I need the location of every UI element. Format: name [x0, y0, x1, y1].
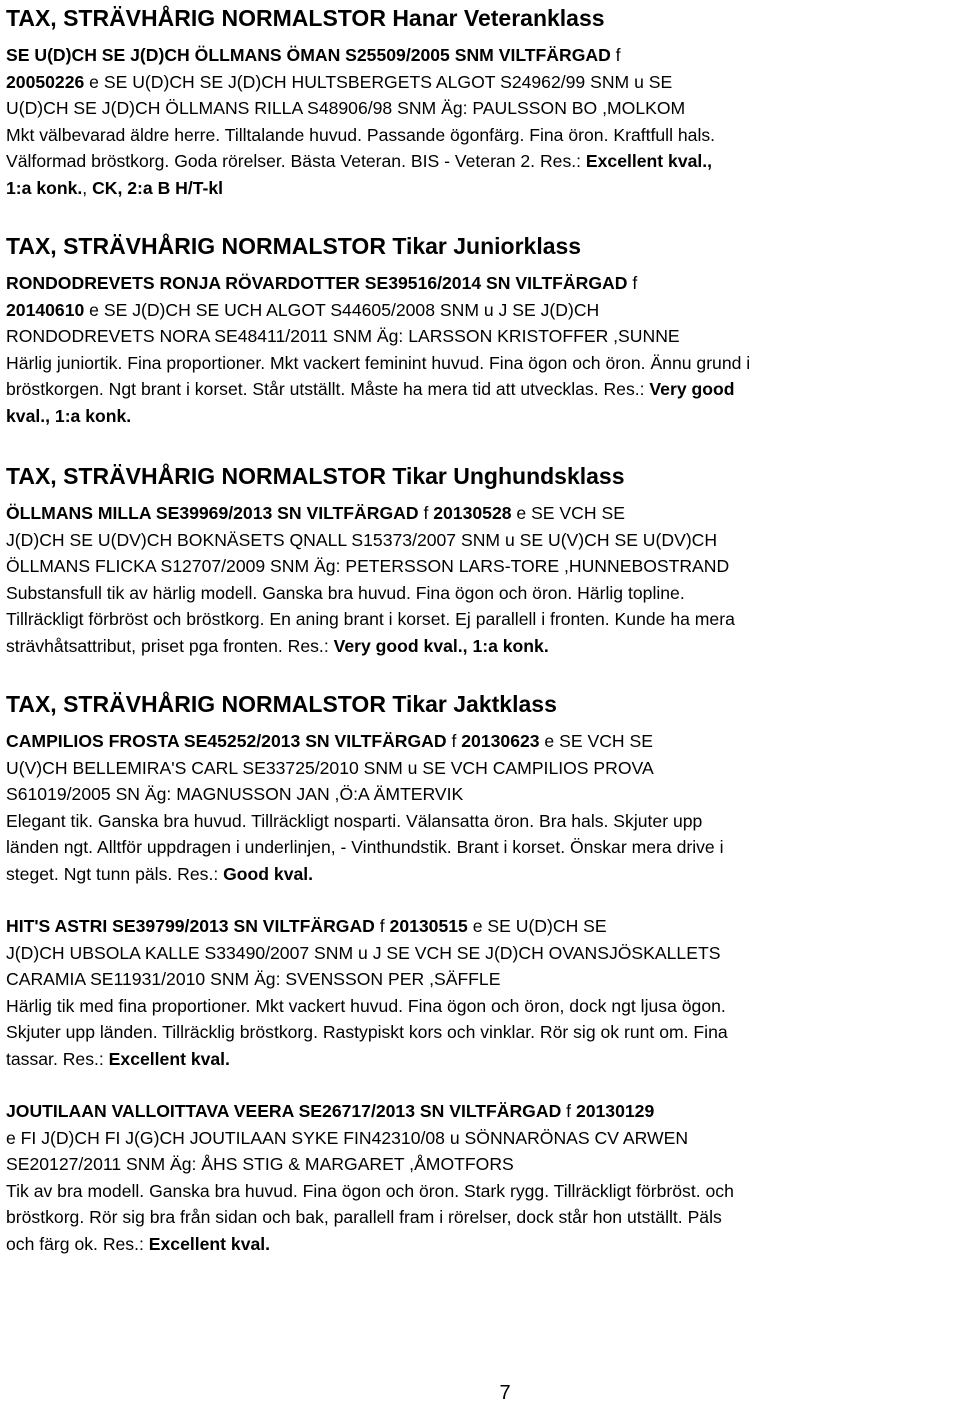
- text: länden ngt. Alltför uppdragen i underlinjen, - Vinthundstik. Brant i korset. Önskar mera drive i: [6, 837, 724, 857]
- text: RONDODREVETS NORA SE48411/2011 SNM Äg: LARSSON KRISTOFFER ,SUNNE: [6, 326, 680, 346]
- bold-text: 20130129: [575, 1101, 655, 1121]
- entry-line: [6, 553, 956, 580]
- bold-text: ÖLLMANS MILLA SE39969/2013 SN VILTFÄRGAD: [6, 503, 419, 523]
- entry-line: [6, 580, 956, 607]
- text: Mkt välbevarad äldre herre. Tilltalande huvud. Passande ögonfärg. Fina öron. Kraftfull hals.: [6, 124, 716, 145]
- entry-line: [6, 1098, 956, 1125]
- text: J(D)CH SE U(DV)CH BOKNÄSETS QNALL S15373/2007 SNM u SE U(V)CH SE U(DV)CH: [6, 529, 718, 550]
- text: S61019/2005 SN Äg: MAGNUSSON JAN ,Ö:A ÄMTERVIK: [6, 784, 464, 804]
- entry-line: [6, 861, 956, 888]
- entry-line: [6, 755, 956, 782]
- entry-line: [6, 95, 956, 122]
- entry-line: [6, 323, 956, 350]
- text: SE20127/2011 SNM Äg: ÅHS STIG & MARGARET ,ÅMOTFORS: [6, 1154, 514, 1174]
- text: e SE VCH SE: [511, 503, 625, 523]
- text: Skjuter upp länden. Tillräcklig bröstkorg. Rastypiskt kors och vinklar. Rör sig ok runt om. Fina: [6, 1022, 728, 1042]
- text: strävhåtsattribut, priset pga fronten. Res.:: [6, 635, 334, 656]
- entry-line: [6, 403, 956, 430]
- text: ,: [82, 177, 93, 198]
- bold-text: JOUTILAAN VALLOITTAVA VEERA SE26717/2013 SN VILTFÄRGAD: [6, 1101, 562, 1121]
- bold-text: 20130528: [433, 503, 512, 523]
- text: Välformad bröstkorg. Goda rörelser. Bästa Veteran. BIS - Veteran 2. Res.:: [6, 151, 586, 171]
- entry-line: [6, 270, 956, 297]
- entry-line: [6, 350, 956, 377]
- bold-text: 1:a konk.: [6, 177, 83, 198]
- text: f: [446, 731, 462, 751]
- text: e SE J(D)CH SE UCH ALGOT S44605/2008 SNM u J SE J(D)CH: [84, 299, 600, 320]
- bold-text: CK, 2:a B H/T-kl: [92, 177, 224, 198]
- entry-line: [6, 1046, 956, 1073]
- bold-text: Excellent kval.,: [585, 151, 713, 171]
- text: Elegant tik. Ganska bra huvud. Tillräckligt nosparti. Välansatta öron. Bra hals. Skjuter upp: [6, 810, 703, 831]
- bold-text: Good kval.: [223, 863, 314, 884]
- text: e SE U(D)CH SE: [467, 916, 607, 936]
- bold-text: Very good kval., 1:a konk.: [333, 635, 549, 656]
- entry-line: [6, 376, 956, 403]
- text: steget. Ngt tunn päls. Res.:: [6, 863, 224, 884]
- bold-text: Excellent kval.: [148, 1233, 271, 1254]
- entry-line: [6, 993, 956, 1020]
- bold-text: 20130623: [461, 731, 540, 751]
- section-heading: TAX, STRÄVHÅRIG NORMALSTOR Tikar Juniorklass: [6, 233, 582, 259]
- text: e FI J(D)CH FI J(G)CH JOUTILAAN SYKE FIN42310/08 u SÖNNARÖNAS CV ARWEN: [6, 1127, 689, 1148]
- bold-text: HIT'S ASTRI SE39799/2013 SN VILTFÄRGAD: [6, 916, 375, 936]
- entry: [6, 42, 956, 201]
- entry: [6, 728, 956, 887]
- entry-line: [6, 940, 956, 967]
- section-heading: TAX, STRÄVHÅRIG NORMALSTOR Hanar Veteranklass: [6, 5, 605, 31]
- text: ÖLLMANS FLICKA S12707/2009 SNM Äg: PETERSSON LARS-TORE ,HUNNEBOSTRAND: [6, 556, 730, 576]
- text: bröstkorg. Rör sig bra från sidan och bak, parallell fram i rörelser, dock står hon utställt. Päls: [6, 1207, 722, 1227]
- bold-text: CAMPILIOS FROSTA SE45252/2013 SN VILTFÄRGAD: [6, 731, 447, 751]
- section-juniorklass: [6, 232, 956, 429]
- entry-line: [6, 966, 956, 993]
- text: e SE VCH SE: [539, 731, 653, 751]
- section-veteranklass: [6, 4, 956, 201]
- bold-text: RONDODREVETS RONJA RÖVARDOTTER SE39516/2014 SN VILTFÄRGAD: [6, 273, 628, 293]
- entry: [6, 913, 956, 1072]
- entry-line: [6, 781, 956, 808]
- text: bröstkorgen. Ngt brant i korset. Står utställt. Måste ha mera tid att utvecklas. Res.:: [6, 379, 650, 399]
- bold-text: 20050226: [6, 71, 85, 92]
- text: f: [627, 273, 638, 293]
- text: tassar. Res.:: [6, 1048, 109, 1069]
- text: J(D)CH UBSOLA KALLE S33490/2007 SNM u J SE VCH SE J(D)CH OVANSJÖSKALLETS: [6, 942, 721, 963]
- entry-line: [6, 175, 956, 202]
- text: e SE U(D)CH SE J(D)CH HULTSBERGETS ALGOT S24962/99 SNM u SE: [84, 71, 673, 92]
- entry-line: [6, 297, 956, 324]
- text: f: [610, 45, 621, 65]
- section-heading: TAX, STRÄVHÅRIG NORMALSTOR Tikar Unghundsklass: [6, 463, 625, 489]
- text: f: [374, 916, 390, 936]
- entry-line: [6, 1204, 956, 1231]
- entry-line: [6, 1125, 956, 1152]
- text: U(D)CH SE J(D)CH ÖLLMANS RILLA S48906/98 SNM Äg: PAULSSON BO ,MOLKOM: [6, 98, 686, 118]
- text: Tillräckligt förbröst och bröstkorg. En aning brant i korset. Ej parallell i fronten. Kunde ha mera: [6, 609, 735, 629]
- entry-line: [6, 808, 956, 835]
- entry-line: [6, 1019, 956, 1046]
- page-number: 7: [499, 1382, 511, 1404]
- text: och färg ok. Res.:: [6, 1233, 149, 1254]
- entry-line: [6, 500, 956, 527]
- entry-line: [6, 42, 956, 69]
- text: Härlig juniortik. Fina proportioner. Mkt vackert feminint huvud. Fina ögon och öron. Ännu grund i: [6, 352, 751, 373]
- entry-line: [6, 148, 956, 175]
- entry-line: [6, 527, 956, 554]
- entry-line: [6, 122, 956, 149]
- entry-line: [6, 1231, 956, 1258]
- entry-line: [6, 834, 956, 861]
- text: Substansfull tik av härlig modell. Ganska bra huvud. Fina ögon och öron. Härlig topline.: [6, 582, 685, 603]
- text: f: [418, 503, 434, 523]
- entry: [6, 1098, 956, 1257]
- entry-line: [6, 728, 956, 755]
- entry-line: [6, 913, 956, 940]
- bold-text: SE U(D)CH SE J(D)CH ÖLLMANS ÖMAN S25509/2005 SNM VILTFÄRGAD: [6, 45, 611, 65]
- entry-line: [6, 633, 956, 660]
- text: Härlig tik med fina proportioner. Mkt vackert huvud. Fina ögon och öron, dock ngt ljusa ögon.: [6, 995, 726, 1016]
- text: CARAMIA SE11931/2010 SNM Äg: SVENSSON PER ,SÄFFLE: [6, 969, 501, 989]
- section-jaktklass: [6, 690, 956, 1257]
- entry: [6, 500, 956, 659]
- entry-line: [6, 69, 956, 96]
- text: Tik av bra modell. Ganska bra huvud. Fina ögon och öron. Stark rygg. Tillräckligt förbröst. och: [6, 1180, 734, 1201]
- text: U(V)CH BELLEMIRA'S CARL SE33725/2010 SNM u SE VCH CAMPILIOS PROVA: [6, 757, 654, 778]
- entry: [6, 270, 956, 429]
- section-unghundsklass: [6, 462, 956, 659]
- bold-text: 20130515: [389, 916, 468, 936]
- bold-text: Excellent kval.: [108, 1048, 230, 1069]
- entry-line: [6, 1151, 956, 1178]
- entry-line: [6, 1178, 956, 1205]
- bold-text: 20140610: [6, 299, 85, 320]
- bold-text: kval., 1:a konk.: [6, 405, 132, 426]
- bold-text: Very good: [649, 379, 735, 399]
- section-heading: TAX, STRÄVHÅRIG NORMALSTOR Tikar Jaktklass: [6, 691, 557, 717]
- entry-line: [6, 606, 956, 633]
- text: f: [561, 1101, 576, 1121]
